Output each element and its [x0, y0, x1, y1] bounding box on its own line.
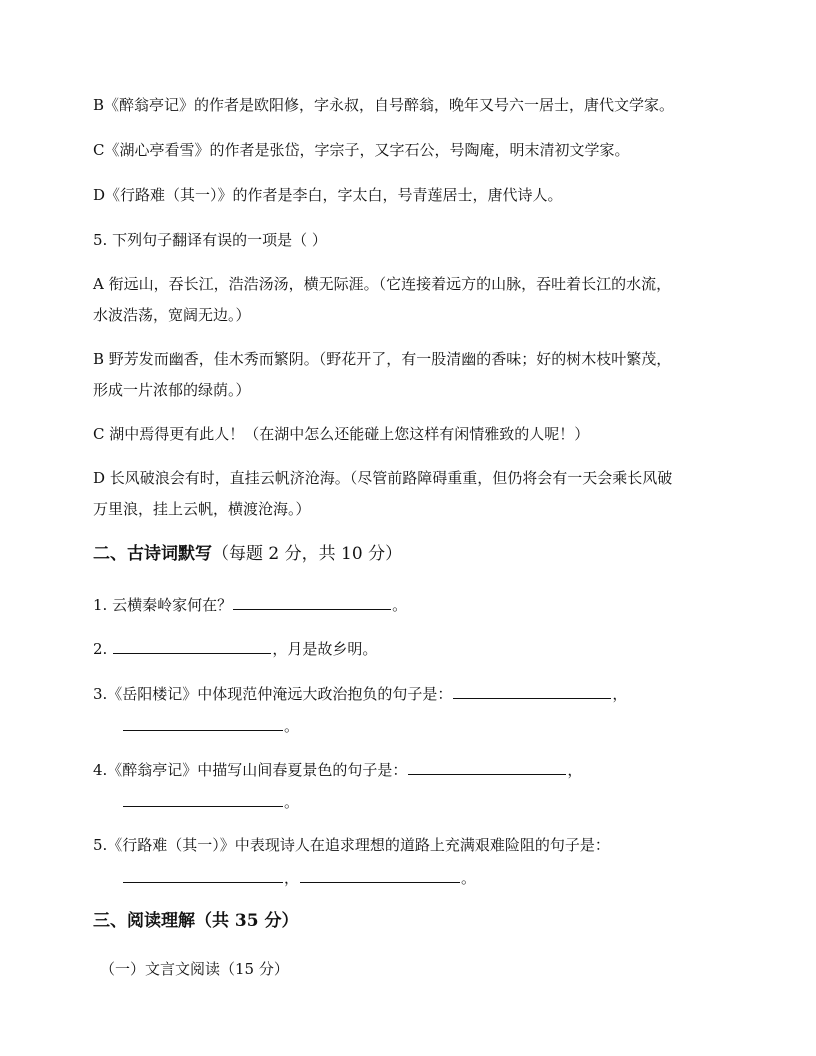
poetry-question-1 [93, 594, 407, 615]
q5-option-d-line1: D 长风破浪会有时，直挂云帆济沧海。（尽管前路障碍重重，但仍将会有一天会乘长风破 [93, 469, 673, 487]
poetry-q3-blank-2[interactable] [123, 715, 283, 731]
poetry-q1-text: 1. 云横秦岭家何在？ [93, 596, 233, 614]
question-5-stem: 5. 下列句子翻译有误的一项是（ ） [93, 231, 327, 249]
poetry-q2-text: 2. [93, 640, 108, 658]
q5-option-b-line1: B 野芳发而幽香，佳木秀而繁阴。（野花开了，有一股清幽的香味；好的树木枝叶繁茂， [93, 350, 672, 368]
poetry-q5-blank-1[interactable] [123, 867, 283, 883]
poetry-q2-end: ，月是故乡明。 [272, 640, 378, 658]
poetry-q4-text: 4.《醉翁亭记》中描写山间春夏景色的句子是： [93, 761, 408, 779]
poetry-q5-blank-2[interactable] [300, 867, 460, 883]
q5-option-a-line2: 水波浩荡，宽阔无边。） [93, 306, 251, 324]
poetry-question-3-cont [122, 715, 299, 736]
q5-option-a-line1: A 衔远山，吞长江，浩浩汤汤，横无际涯。（它连接着远方的山脉，吞吐着长江的水流， [93, 275, 672, 293]
section-3-title: 三、阅读理解 [93, 911, 195, 931]
section-3-subheading: （一）文言文阅读（15 分） [100, 960, 289, 978]
section-2-heading [93, 543, 402, 565]
poetry-q2-blank[interactable] [113, 638, 271, 654]
poetry-question-3 [93, 683, 627, 704]
poetry-q1-blank[interactable] [233, 594, 391, 610]
poetry-q3-blank-1[interactable] [453, 683, 611, 699]
poetry-question-4 [93, 759, 582, 780]
poetry-q4-blank-2[interactable] [123, 791, 283, 807]
option-b-author: B《醉翁亭记》的作者是欧阳修，字永叔，自号醉翁，晚年又号六一居士，唐代文学家。 [93, 96, 675, 114]
q5-option-b-line2: 形成一片浓郁的绿荫。） [93, 381, 251, 399]
poetry-q5-end: 。 [461, 869, 477, 887]
poetry-question-4-cont [122, 791, 299, 812]
q5-option-c-line1: C 湖中焉得更有此人！（在湖中怎么还能碰上您这样有闲情雅致的人呢！） [93, 425, 590, 443]
poetry-q4-blank-1[interactable] [408, 759, 566, 775]
poetry-q3-mid: ， [612, 685, 628, 703]
option-d-author: D《行路难（其一）》的作者是李白，字太白，号青莲居士，唐代诗人。 [93, 186, 563, 204]
poetry-q4-mid: ， [567, 761, 583, 779]
poetry-q5-mid: ， [284, 869, 300, 887]
section-2-score-note: （每题 2 分，共 10 分） [212, 544, 403, 564]
option-c-author: C《湖心亭看雪》的作者是张岱，字宗子，又字石公，号陶庵，明末清初文学家。 [93, 141, 630, 159]
q5-option-d-line2: 万里浪，挂上云帆，横渡沧海。） [93, 500, 311, 518]
poetry-question-5 [93, 835, 610, 855]
section-2-title: 二、古诗词默写 [93, 544, 212, 564]
poetry-q3-end: 。 [284, 717, 300, 735]
poetry-q5-text: 5.《行路难（其一）》中表现诗人在追求理想的道路上充满艰难险阻的句子是： [93, 836, 610, 854]
poetry-q4-end: 。 [284, 793, 300, 811]
poetry-question-5-cont [122, 867, 476, 888]
poetry-question-2 [93, 638, 377, 659]
section-3-heading [93, 910, 299, 932]
poetry-q1-end: 。 [392, 596, 408, 614]
section-3-score-note: （共 35 分） [195, 911, 299, 931]
poetry-q3-text: 3.《岳阳楼记》中体现范仲淹远大政治抱负的句子是： [93, 685, 453, 703]
